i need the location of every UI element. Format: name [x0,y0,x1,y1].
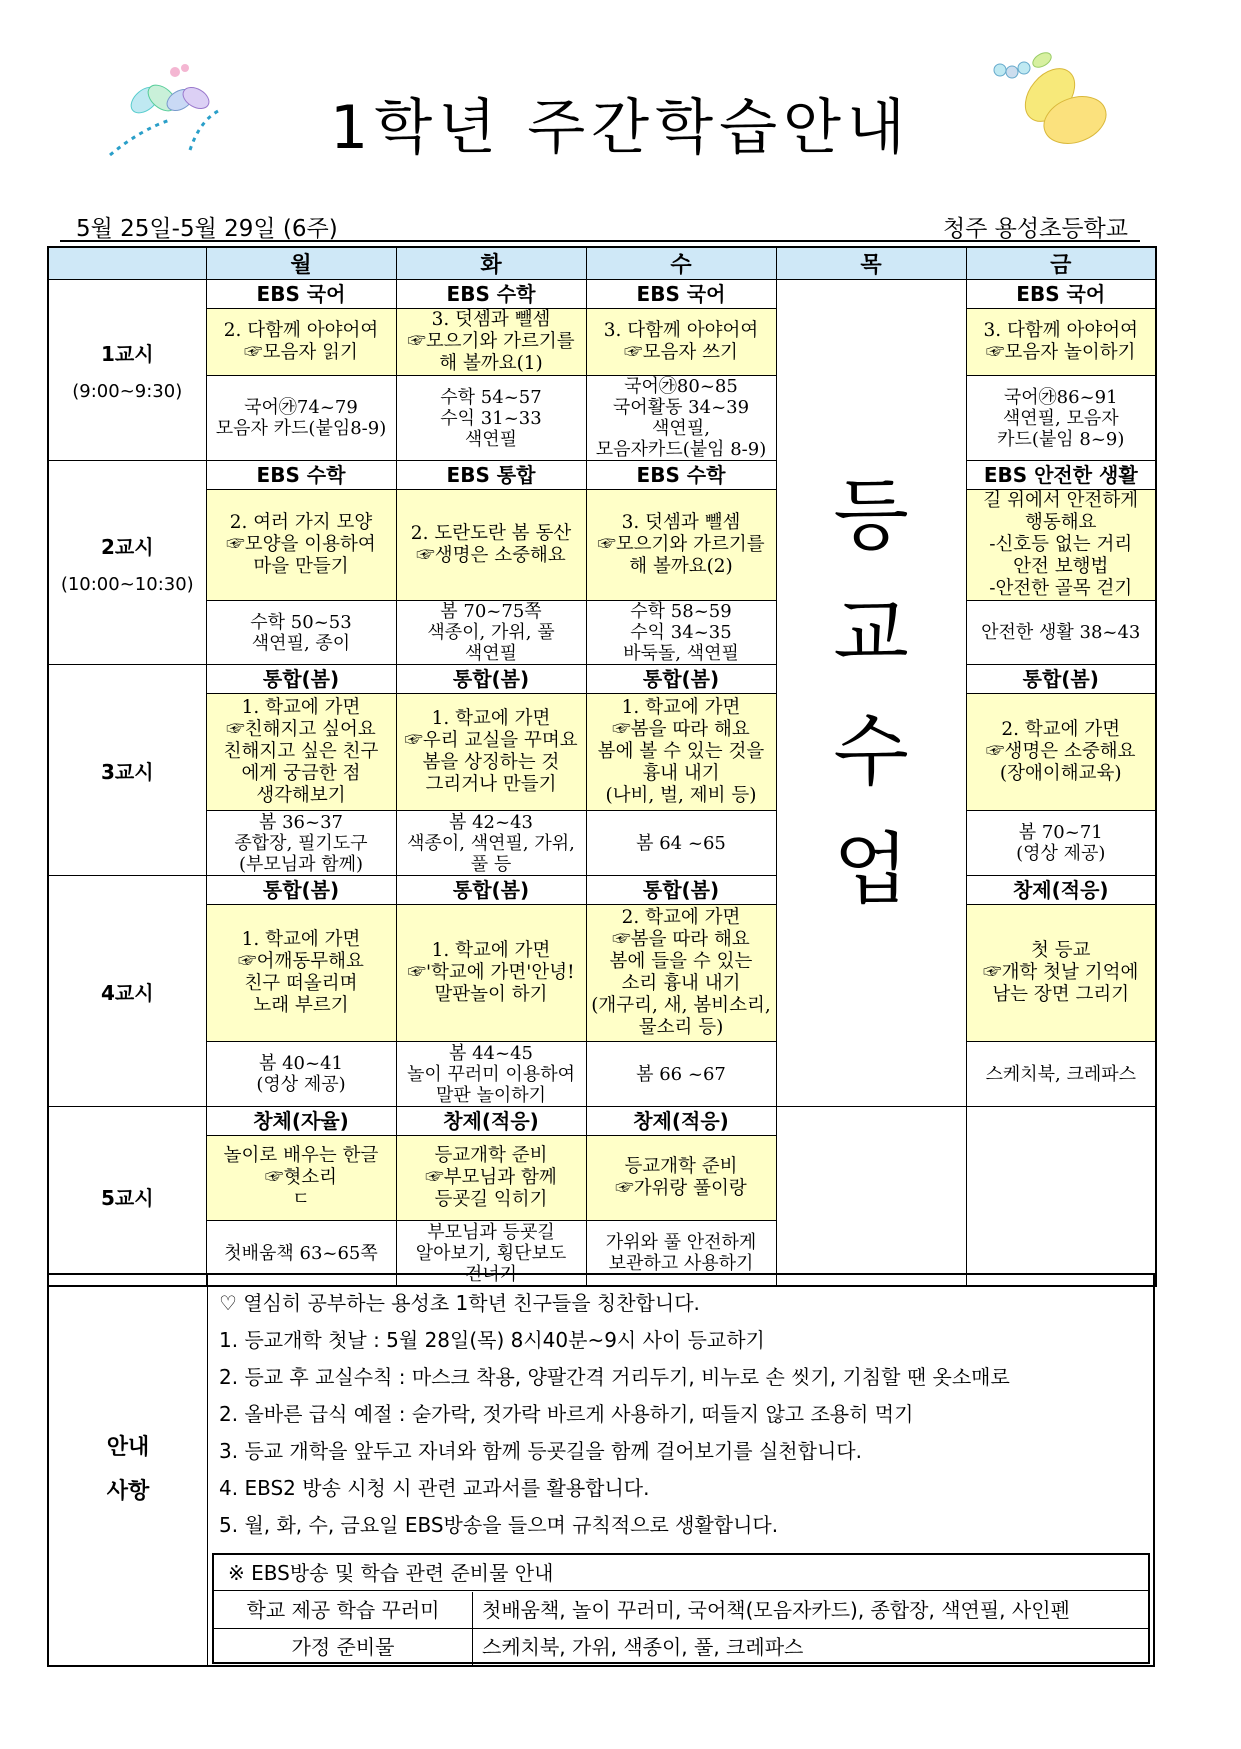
topic-row [48,490,1156,601]
materials-cell [206,601,396,665]
topic-line: ☞봄을 따라 해요 [612,929,750,950]
materials-line: 봄 64 ~65 [636,832,726,854]
materials-line: 국어㉮86~91 [1003,386,1118,408]
page-title: 1학년 주간학습안내 [330,93,911,163]
notice-line: 3. 등교 개학을 앞두고 자녀와 함께 등굣길을 함께 걸어보기를 실천합니다. [219,1439,862,1463]
topic-line: 소리 흉내 내기 [621,973,741,994]
topic-line: ☞모음자 쓰기 [624,342,738,363]
topic-cell [586,1136,776,1221]
topic-cell [396,309,586,376]
topic-line: 1. 학교에 가면 [431,708,551,729]
subject-cell: EBS 통합 [396,461,586,490]
topic-line: 2. 다함께 아야어여 [223,320,379,341]
topic-cell [966,309,1156,376]
topic-line: 생각해보기 [256,785,346,806]
materials-line: (영상 제공) [256,1074,346,1095]
subject-cell: 통합(봄) [586,665,776,694]
topic-line: 2. 여러 가지 모양 [229,512,373,533]
topic-line: ☞어깨동무해요 [238,951,364,972]
subject-cell: EBS 국어 [966,280,1156,309]
topic-line: 행동해요 [1025,512,1097,533]
thursday-char: 수 [833,707,909,797]
period-name: 4교시 [100,980,154,1005]
materials-row [48,376,1156,461]
supplies-value: 첫배움책, 놀이 꾸러미, 국어책(모음자카드), 종합장, 색연필, 사인펜 [482,1598,1070,1622]
materials-line: (부모님과 함께) [238,853,364,875]
materials-row [48,811,1156,876]
topic-line: 해 볼까요(2) [629,556,733,577]
topic-line: ㄷ [292,1189,310,1210]
topic-line: 등교개학 준비 [434,1145,548,1166]
topic-line: 안전 보행법 [1013,556,1109,577]
topic-line: ☞모으기와 가르기를 [597,534,765,555]
topic-line: 1. 학교에 가면 [621,697,741,718]
topic-line: 1. 학교에 가면 [241,697,361,718]
period-name: 5교시 [100,1185,154,1210]
topic-line: (나비, 벌, 제비 등) [605,785,757,806]
supplies-key: 가정 준비물 [214,1629,473,1665]
materials-cell [206,376,396,461]
topic-line: 친해지고 싶은 친구 [223,741,379,762]
topic-line: 봄에 들을 수 있는 [609,951,753,972]
topic-line: 3. 덧셈과 뺄셈 [621,512,741,533]
topic-line: 그리거나 만들기 [425,774,557,795]
notice-line: 5. 월, 화, 수, 금요일 EBS방송을 들으며 규칙적으로 생활합니다. [219,1513,779,1537]
topic-line: (장애이해교육) [999,763,1122,784]
subject-cell: 통합(봄) [966,665,1156,694]
topic-line: ☞가위랑 풀이랑 [615,1178,747,1199]
period-cell [48,665,206,876]
materials-line: 색연필 [464,643,518,664]
topic-line: 등교개학 준비 [624,1156,738,1177]
subject-row [48,1107,1156,1136]
topic-cell [206,905,396,1042]
subject-row [48,280,1156,309]
subject-cell: EBS 수학 [206,461,396,490]
topic-line: 친구 떠올리며 [244,973,358,994]
materials-line: 색종이, 가위, 풀 [427,622,555,643]
period-name: 2교시 [100,534,154,559]
topic-line: 말판놀이 하기 [434,984,548,1005]
topic-line: ☞혓소리 [264,1167,338,1188]
notice-line: 2. 올바른 급식 예절 : 숟가락, 젓가락 바르게 사용하기, 떠들지 않고 조용히 먹기 [219,1402,914,1426]
topic-line: ☞봄을 따라 해요 [612,719,750,740]
materials-line: 국어㉮74~79 [244,397,358,418]
topic-line: 흉내 내기 [642,763,720,784]
notice-lines [219,1285,1149,1544]
topic-cell [966,490,1156,601]
materials-line: 풀 등 [470,853,512,875]
topic-line: 에게 궁금한 점 [241,763,361,784]
period-name: 3교시 [100,759,154,784]
materials-line: 국어㉮80~85 [624,376,738,397]
supplies-box [212,1553,1150,1664]
topic-line: 놀이로 배우는 한글 [223,1145,379,1166]
topic-row [48,309,1156,376]
subject-cell: 통합(봄) [396,876,586,905]
topic-line: 2. 학교에 가면 [621,907,741,928]
week-range: 5월 25일-5월 29일 (6주) [76,216,338,242]
day-thu: 목 [776,247,966,280]
thursday-char: 등 [833,471,909,561]
topic-line: 2. 도란도란 봄 동산 [410,523,572,544]
topic-line: ☞부모님과 함께 [425,1167,557,1188]
subject-cell: EBS 수학 [586,461,776,490]
topic-line: 첫 등교 [1031,940,1091,961]
topic-cell [586,490,776,601]
materials-line: 수학 58~59 [630,601,732,622]
materials-line: 건너기 [464,1263,518,1285]
materials-cell [966,376,1156,461]
notice-line: 4. EBS2 방송 시청 시 관련 교과서를 활용합니다. [219,1476,650,1500]
supplies-key: 학교 제공 학습 꾸러미 [214,1592,473,1628]
notice-line: 1. 등교개학 첫날 : 5월 28일(목) 8시40분~9시 사이 등교하기 [219,1328,765,1352]
topic-line: 남는 장면 그리기 [992,984,1130,1005]
materials-line: 수익 34~35 [630,622,732,643]
materials-line: 봄 36~37 [258,811,343,833]
topic-cell [206,1136,396,1221]
topic-line: 물소리 등) [638,1017,724,1038]
topic-line: 해 볼까요(1) [439,353,543,374]
thursday-notice [776,280,966,1107]
subject-cell: 창제(적응) [966,876,1156,905]
materials-cell [396,1042,586,1107]
subject-cell: 창체(자율) [206,1107,396,1136]
materials-line: 봄 40~41 [258,1053,343,1074]
materials-line: 첫배움책 63~65쪽 [224,1242,378,1264]
subject-cell: EBS 수학 [396,280,586,309]
topic-line: 3. 덧셈과 뺄셈 [431,309,551,330]
topic-line: 봄에 볼 수 있는 것을 [597,741,765,762]
corner-cell [48,247,206,280]
topic-line: ☞모으기와 가르기를 [407,331,575,352]
materials-cell [586,1042,776,1107]
period-cell [48,876,206,1107]
topic-row [48,694,1156,811]
topic-line: 마을 만들기 [253,556,349,577]
topic-cell [396,694,586,811]
supplies-row [214,1592,1148,1629]
materials-line: 수익 31~33 [440,407,542,429]
topic-cell [966,905,1156,1042]
notice-label-1: 안내 [106,1435,150,1460]
thursday-char: 업 [833,825,909,915]
topic-cell [396,1136,586,1221]
subject-cell: 통합(봄) [586,876,776,905]
subject-row [48,876,1156,905]
school-name: 청주 용성초등학교 [942,216,1128,242]
materials-cell [396,601,586,665]
period-cell [48,280,206,461]
topic-line: ☞모음자 놀이하기 [986,342,1136,363]
materials-cell [966,1042,1156,1107]
materials-line: 봄 42~43 [448,811,533,833]
materials-line: 색연필, 모음자 [1002,407,1119,429]
day-fri: 금 [966,247,1156,280]
materials-line: 색연필 [464,428,518,450]
materials-line: 부모님과 등굣길 [427,1221,555,1243]
materials-line: 색종이, 색연필, 가위, [407,832,575,854]
materials-line: (영상 제공) [1016,843,1106,864]
weekly-schedule-table [47,246,1157,1287]
supplies-title: ※ EBS방송 및 학습 관련 준비물 안내 [214,1555,1148,1591]
week-info-line [60,208,1140,242]
topic-line: ☞모양을 이용하여 [226,534,376,555]
subject-cell: EBS 국어 [586,280,776,309]
topic-line: ☞우리 교실을 꾸며요 [404,730,578,751]
materials-line: 국어활동 34~39 [612,397,750,418]
materials-cell [966,811,1156,876]
period-cell [48,1107,206,1287]
materials-line: 종합장, 필기도구 [234,832,368,854]
topic-line: 노래 부르기 [253,995,349,1016]
topic-line: 등굣길 익히기 [434,1189,548,1210]
notice-line: 2. 등교 후 교실수칙 : 마스크 착용, 양팔간격 거리두기, 비누로 손 씻기, 기침할 땐 옷소매로 [219,1365,1010,1389]
subject-cell: 통합(봄) [396,665,586,694]
materials-line: 보관하고 사용하기 [608,1253,754,1274]
materials-line: 색연필, [652,418,710,439]
topic-line: 봄을 상징하는 것 [422,752,560,773]
topic-line: 2. 학교에 가면 [1001,719,1121,740]
materials-line: 안전한 생활 38~43 [981,622,1141,643]
materials-line: 봄 70~75쪽 [440,601,542,622]
topic-line: ☞생명은 소중해요 [416,545,566,566]
subject-cell: 통합(봄) [206,876,396,905]
day-mon: 월 [206,247,396,280]
day-wed: 수 [586,247,776,280]
topic-line: 3. 다함께 아야어여 [603,320,759,341]
notice-label-2: 사항 [106,1479,150,1504]
materials-row [48,1042,1156,1107]
topic-line: -안전한 골목 걷기 [989,578,1133,599]
materials-line: 봄 66 ~67 [636,1063,726,1085]
day-header-row [48,247,1156,280]
materials-line: 가위와 풀 안전하게 [605,1232,757,1253]
topic-line: 1. 학교에 가면 [431,940,551,961]
materials-line: 모음자카드(붙임 8-9) [595,439,767,460]
materials-cell [586,811,776,876]
topic-cell [396,905,586,1042]
materials-line: 색연필, 종이 [251,632,351,654]
period-name: 1교시 [100,342,154,366]
subject-row [48,665,1156,694]
topic-cell [586,694,776,811]
topic-line: ☞모음자 읽기 [244,342,358,363]
notice-label [49,1275,208,1665]
materials-cell [206,811,396,876]
topic-cell [206,490,396,601]
topic-cell [396,490,586,601]
materials-line: 봄 70~71 [1018,822,1103,843]
subject-cell: EBS 안전한 생활 [966,461,1156,490]
period-cell [48,461,206,665]
materials-cell [396,376,586,461]
materials-line: 스케치북, 크레파스 [985,1063,1137,1085]
empty-cell [966,1107,1156,1287]
materials-cell [206,1042,396,1107]
materials-cell [586,376,776,461]
materials-line: 수학 54~57 [440,386,542,408]
materials-line: 모음자 카드(붙임8-9) [215,418,387,439]
materials-line: 바둑돌, 색연필 [623,643,739,664]
notice-section [47,1273,1155,1667]
materials-line: 봄 44~45 [448,1042,533,1064]
supplies-value: 스케치북, 가위, 색종이, 풀, 크레파스 [482,1635,804,1659]
topic-line: ☞'학교에 가면'안녕! [407,962,575,983]
materials-line: 수학 50~53 [250,611,352,633]
materials-row [48,601,1156,665]
thursday-char: 교 [833,589,909,679]
topic-cell [586,309,776,376]
topic-line: ☞개학 첫날 기억에 [983,962,1139,983]
materials-cell [966,601,1156,665]
materials-cell [586,601,776,665]
topic-cell [206,309,396,376]
topic-line: (개구리, 새, 봄비소리, [591,995,771,1016]
topic-cell [206,694,396,811]
notice-line: ♡ 열심히 공부하는 용성초 1학년 친구들을 칭찬합니다. [219,1291,700,1315]
period-time: (9:00~9:30) [72,381,183,402]
topic-line: 1. 학교에 가면 [241,929,361,950]
materials-line: 알아보기, 횡단보도 [415,1242,567,1264]
subject-cell: EBS 국어 [206,280,396,309]
topic-cell [966,694,1156,811]
topic-row [48,905,1156,1042]
materials-line: 말판 놀이하기 [435,1084,547,1106]
materials-line: 놀이 꾸러미 이용하여 [407,1063,575,1085]
topic-line: -신호등 없는 거리 [989,534,1133,555]
subject-row [48,461,1156,490]
day-tue: 화 [396,247,586,280]
period-time: (10:00~10:30) [60,573,194,595]
topic-line: 3. 다함께 아야어여 [983,320,1138,341]
materials-cell [396,811,586,876]
subject-cell: 통합(봄) [206,665,396,694]
topic-line: ☞생명은 소중해요 [986,741,1136,762]
supplies-row [214,1629,1148,1665]
topic-line: 길 위에서 안전하게 [983,490,1139,511]
empty-cell [776,1107,966,1287]
subject-cell: 창제(적응) [586,1107,776,1136]
topic-cell [586,905,776,1042]
topic-line: ☞친해지고 싶어요 [226,719,376,740]
materials-line: 카드(붙임 8~9) [997,428,1125,450]
subject-cell: 창제(적응) [396,1107,586,1136]
